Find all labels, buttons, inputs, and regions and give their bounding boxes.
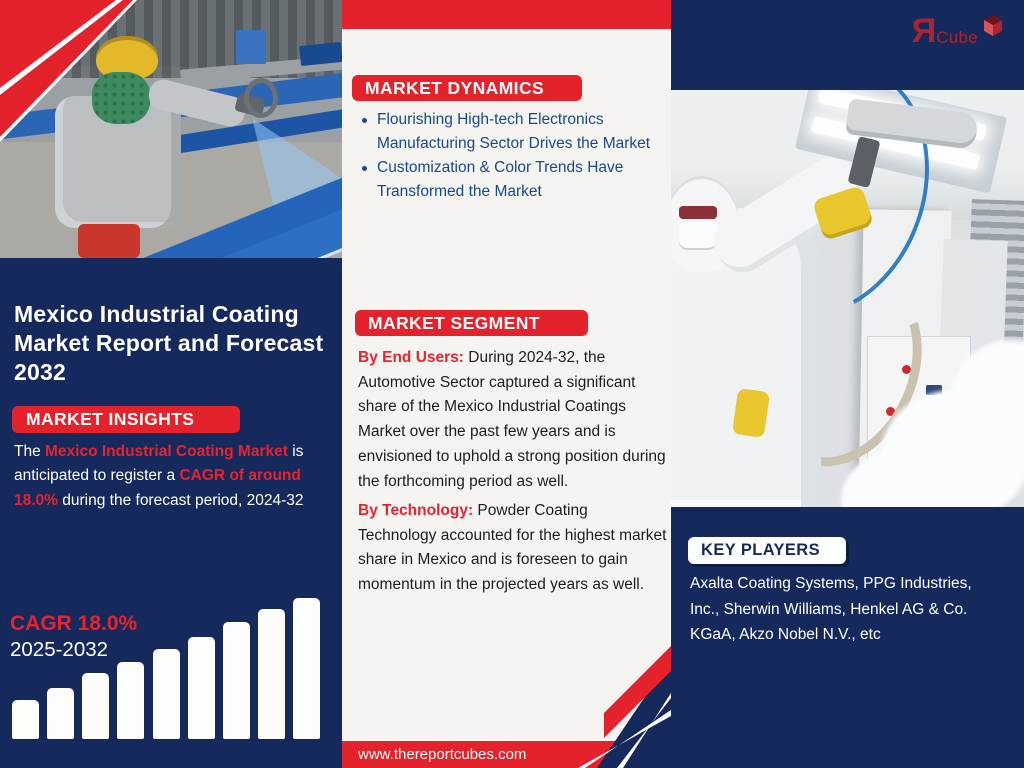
chart-bar <box>47 688 74 739</box>
chart-bar <box>223 622 250 739</box>
key-players-badge <box>688 537 846 564</box>
chart-bar <box>117 662 144 739</box>
left-column <box>0 0 342 768</box>
market-insights-text: The Mexico Industrial Coating Market is anticipated to register a CAGR of around 18.0% during the forecast period, 2024-32 <box>14 443 304 509</box>
chart-bar <box>12 700 39 739</box>
market-segment-badge-label: MARKET SEGMENT <box>368 312 540 333</box>
logo-reversed-r: Я <box>911 12 937 50</box>
market-dynamics-badge-label: MARKET DYNAMICS <box>365 77 545 98</box>
chart-bar <box>258 609 285 739</box>
market-insights-badge-label: MARKET INSIGHTS <box>26 409 195 429</box>
cube-icon <box>980 12 1006 38</box>
chart-bar <box>153 649 180 739</box>
dynamics-item: Customization & Color Trends Have Transformed the Market <box>358 156 660 204</box>
machine-part <box>299 42 342 66</box>
cagr-value-label: CAGR 18.0% <box>10 612 138 635</box>
chart-bar <box>293 598 320 739</box>
logo-cube-text: Cube <box>936 28 978 47</box>
footer-bar <box>342 741 671 768</box>
report-cube-logo <box>912 14 1006 58</box>
chart-bar <box>82 673 109 739</box>
key-players-text: Axalta Coating Systems, PPG Industries, Inc., Sherwin Williams, Henkel AG & Co. KGaA, Akzo Nobel N.V., etc <box>690 575 972 643</box>
page-title: Mexico Industrial Coating Market Report and Forecast 2032 <box>14 301 324 385</box>
segment-end-users-paragraph: By End Users: During 2024-32, the Automotive Sector captured a significant share of the Mexico Industrial Coatings Market over the past few years and is envisioned to uphold a strong position during the forthcoming period as well. <box>358 349 666 490</box>
machine-part <box>236 30 266 64</box>
market-dynamics-badge <box>352 75 582 101</box>
technician-goggles <box>679 206 717 219</box>
top-red-bar <box>342 0 671 29</box>
right-column <box>671 0 1024 768</box>
segment-technology-paragraph: By Technology: Powder Coating Technology accounted for the highest market share in Mexico and is foreseen to gain momentum in the projected years as well. <box>358 502 667 594</box>
market-insights-badge <box>12 406 240 433</box>
growth-bar-chart <box>12 594 320 739</box>
worker-bandana <box>92 72 150 124</box>
right-photo-powder-coating <box>671 90 1024 507</box>
spray-gun-hose-loop <box>244 78 278 118</box>
cagr-years-label: 2025-2032 <box>10 638 109 661</box>
website-url: www.thereportcubes.com <box>358 746 527 763</box>
worker-pants <box>78 224 140 258</box>
market-dynamics-list <box>358 108 660 204</box>
end-users-lead: By End Users: <box>358 349 464 366</box>
chart-bar <box>188 637 215 739</box>
technology-lead: By Technology: <box>358 502 474 519</box>
left-photo-industrial-painting <box>0 0 342 258</box>
yellow-glove <box>732 388 770 438</box>
middle-column <box>342 0 671 768</box>
dynamics-item: Flourishing High-tech Electronics Manufacturing Sector Drives the Market <box>358 108 660 156</box>
key-players-badge-label: KEY PLAYERS <box>701 541 821 559</box>
market-segment-badge <box>355 310 588 336</box>
